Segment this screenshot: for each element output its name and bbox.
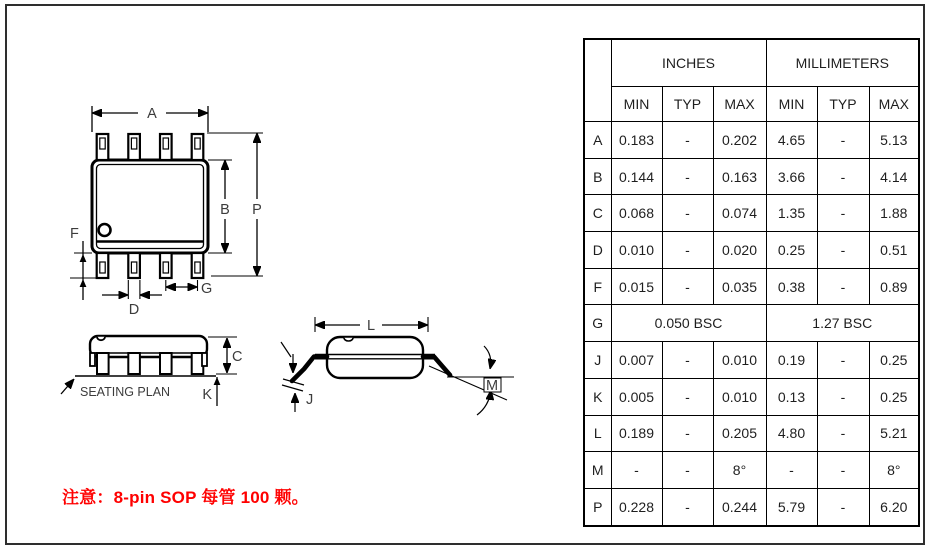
dim-cell: 0.19 [766,342,817,379]
dim-label-k: K [202,387,212,403]
dim-cell: - [817,415,869,452]
dim-cell: 0.205 [713,415,766,452]
dim-cell: - [817,122,869,159]
dim-row-label: P [584,488,611,525]
seating-plane [61,376,216,399]
dim-label-c: C [232,349,243,365]
table-row [584,378,919,415]
dimension-g [166,280,212,297]
dim-cell: 0.244 [713,488,766,525]
table-row [584,342,919,379]
dim-cell: 0.38 [766,268,817,305]
side-view-drawing [40,320,255,410]
dim-cell: 0.228 [611,488,662,525]
table-row [584,158,919,195]
table-row [584,415,919,452]
dim-cell: 4.14 [869,158,919,195]
dim-cell: - [817,378,869,415]
dim-cell: - [662,378,713,415]
dim-cell: - [662,488,713,525]
table-row [584,305,919,342]
dim-cell: 3.66 [766,158,817,195]
dim-cell: 1.88 [869,195,919,232]
dim-cell: 0.25 [766,232,817,269]
bottom-pins [97,253,204,278]
dim-cell: - [817,342,869,379]
dim-cell: 0.202 [713,122,766,159]
dim-cell: 0.010 [713,378,766,415]
dim-cell: 0.068 [611,195,662,232]
col-header: TYP [662,87,713,122]
dim-cell: - [662,415,713,452]
dimension-table-wrap [583,38,920,527]
dim-cell: 0.25 [869,342,919,379]
pin1-indicator-icon [99,224,111,236]
table-row [584,488,919,525]
col-header: MIN [766,87,817,122]
dim-cell: 0.13 [766,378,817,415]
dim-row-label: M [584,452,611,489]
dim-cell: 0.183 [611,122,662,159]
seating-plan-label: SEATING PLAN [80,385,171,399]
dim-label-l: L [366,318,376,334]
dimension-m [429,346,514,415]
dim-row-label: B [584,158,611,195]
dim-cell: 1.35 [766,195,817,232]
note: 注意：8-pin SOP 每管 100 颗。 [62,488,309,507]
dim-label-j: J [306,392,314,408]
dim-cell: - [817,488,869,525]
dim-row-label: C [584,195,611,232]
dim-label-b: B [220,202,230,218]
dim-cell: 4.65 [766,122,817,159]
dim-cell-span: 0.050 BSC [611,305,766,342]
dim-cell: - [662,158,713,195]
top-pins [97,134,204,160]
dim-cell-span: 1.27 BSC [766,305,919,342]
dim-row-label: D [584,232,611,269]
dim-cell: 0.074 [713,195,766,232]
dim-cell: 5.79 [766,488,817,525]
dim-cell: 0.144 [611,158,662,195]
dim-cell: 0.189 [611,415,662,452]
dim-cell: 5.21 [869,415,919,452]
dim-cell: 0.007 [611,342,662,379]
dimension-c [208,337,242,374]
dimension-p [207,133,263,276]
dimension-table [583,38,920,527]
dimension-d [102,280,162,318]
table-row [584,122,919,159]
dim-cell: 8° [869,452,919,489]
dimension-l [315,317,428,334]
dim-row-label: A [584,122,611,159]
dim-cell: 0.89 [869,268,919,305]
dim-cell: 8° [713,452,766,489]
dim-cell: 0.010 [611,232,662,269]
unit-header-millimeters: MILLIMETERS [766,39,919,87]
dim-cell: - [662,232,713,269]
dim-row-label: K [584,378,611,415]
dim-label-p: P [252,202,262,218]
dim-cell: - [817,452,869,489]
dim-label-a: A [147,106,157,122]
dim-cell: - [662,195,713,232]
dim-row-label: G [584,305,611,342]
dim-row-label: J [584,342,611,379]
col-header: TYP [817,87,869,122]
table-row [584,195,919,232]
table-row [584,268,919,305]
dim-table-body [584,122,919,526]
dim-cell: 0.25 [869,378,919,415]
dim-cell: - [817,158,869,195]
dim-cell: - [766,452,817,489]
dim-cell: 0.51 [869,232,919,269]
dim-cell: - [662,342,713,379]
dim-cell: - [611,452,662,489]
dim-cell: 0.015 [611,268,662,305]
col-header: MAX [869,87,919,122]
dim-label-f: F [70,226,79,242]
dimension-b [208,160,232,253]
dim-row-label: F [584,268,611,305]
package-body-section [327,337,423,378]
dimension-k [202,377,220,406]
unit-header-inches: INCHES [611,39,766,87]
corner-cell [584,39,611,122]
dim-label-d: D [128,302,140,318]
table-header [584,39,919,122]
dim-cell: - [662,452,713,489]
dim-label-g: G [201,281,213,297]
dim-cell: 6.20 [869,488,919,525]
dim-cell: - [817,268,869,305]
section-view-drawing [278,305,523,420]
dim-cell: - [817,232,869,269]
table-row [584,232,919,269]
left-gullwing-lead [292,357,327,381]
dim-cell: 5.13 [869,122,919,159]
dim-label-m: M [486,378,499,394]
top-view-drawing [40,85,280,325]
dim-cell: - [662,268,713,305]
col-header: MIN [611,87,662,122]
table-row [584,452,919,489]
dim-cell: - [817,195,869,232]
col-header: MAX [713,87,766,122]
package-body-top-view [92,160,208,253]
dim-cell: 0.163 [713,158,766,195]
dim-cell: 0.020 [713,232,766,269]
dim-cell: 4.80 [766,415,817,452]
dim-cell: 0.010 [713,342,766,379]
dim-cell: - [662,122,713,159]
dim-cell: 0.005 [611,378,662,415]
dimension-a [92,106,208,132]
dim-cell: 0.035 [713,268,766,305]
dim-row-label: L [584,415,611,452]
